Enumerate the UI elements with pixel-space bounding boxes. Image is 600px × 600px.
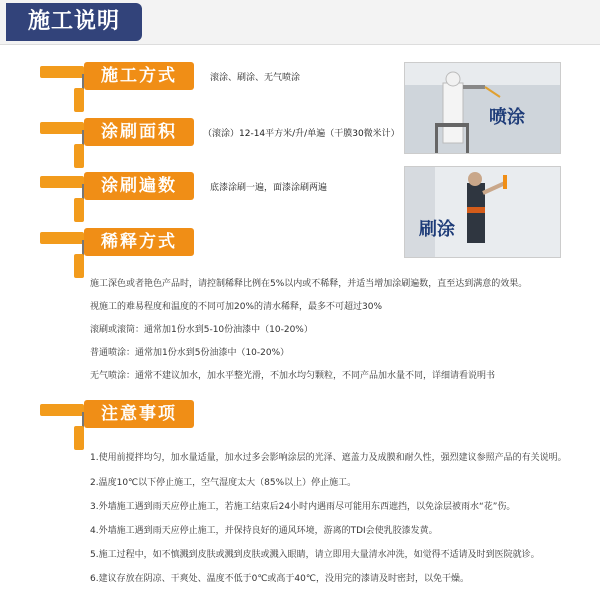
brush-scene-illustration: [405, 167, 560, 257]
method-text: 滚涂、刷涂、无气喷涂: [210, 73, 301, 83]
note-line: 1.使用前搅拌均匀，加水量适量，加水过多会影响涂层的光泽、遮盖力及成膜和耐久性，强烈建议参照产品的有关说明。: [90, 453, 567, 463]
spray-scene-illustration: [405, 63, 560, 153]
paint-roller-icon: [38, 228, 86, 268]
brush-painting-photo: [404, 166, 561, 258]
dilution-line: 无气喷涂：通常不建议加水，加水平整光滑，不加水均匀颗粒，不同产品加水量不同，详细请看说明书: [90, 371, 496, 381]
note-line: 2.温度10℃以下停止施工，空气湿度太大（85%以上）停止施工。: [90, 478, 357, 488]
dilution-line: 施工深色或者艳色产品时，请控制稀释比例在5%以内或不稀释，并适当增加涂刷遍数，直至达到满意的效果。: [90, 279, 528, 289]
section-label-coats: 涂刷遍数: [84, 172, 194, 200]
spray-painting-photo: [404, 62, 561, 154]
page-header: [0, 0, 600, 45]
spray-caption: 喷涂: [489, 107, 525, 128]
section-label-area: 涂刷面积: [84, 118, 194, 146]
note-line: 3.外墙施工遇到雨天应停止施工，若施工结束后24小时内遇雨尽可能用东西遮挡，以免涂层被雨水“花”伤。: [90, 502, 516, 512]
page-title: 施工说明: [6, 3, 142, 41]
dilution-line: 普通喷涂：通常加1份水到5份油漆中（10-20%）: [90, 348, 290, 358]
paint-roller-icon: [38, 400, 86, 440]
note-line: 6.建议存放在阴凉、干爽处、温度不低于0℃或高于40℃，没用完的漆请及时密封，以免干燥。: [90, 574, 469, 584]
note-line: 4.外墙施工遇到雨天应停止施工，并保持良好的通风环境，游离的TDI会使乳胶漆发黄。: [90, 526, 438, 536]
section-label-notes: 注意事项: [84, 400, 194, 428]
section-label-method: 施工方式: [84, 62, 194, 90]
dilution-line: 滚刷或滚筒：通常加1份水到5-10份油漆中（10-20%）: [90, 325, 313, 335]
area-text: （滚涂）12-14平方米/升/单遍（干膜30微米计）: [203, 129, 400, 139]
paint-roller-icon: [38, 118, 86, 158]
coats-text: 底漆涂刷一遍，面漆涂刷两遍: [210, 183, 328, 193]
note-line: 5.施工过程中，如不慎溅到皮肤或溅到皮肤或溅入眼睛，请立即用大量清水冲洗，如觉得不适请及时到医院就诊。: [90, 550, 540, 560]
paint-roller-icon: [38, 62, 86, 102]
section-label-dilution: 稀释方式: [84, 228, 194, 256]
dilution-line: 视施工的难易程度和温度的不同可加20%的清水稀释，最多不可超过30%: [90, 302, 383, 312]
brush-caption: 刷涂: [419, 219, 455, 240]
paint-roller-icon: [38, 172, 86, 212]
